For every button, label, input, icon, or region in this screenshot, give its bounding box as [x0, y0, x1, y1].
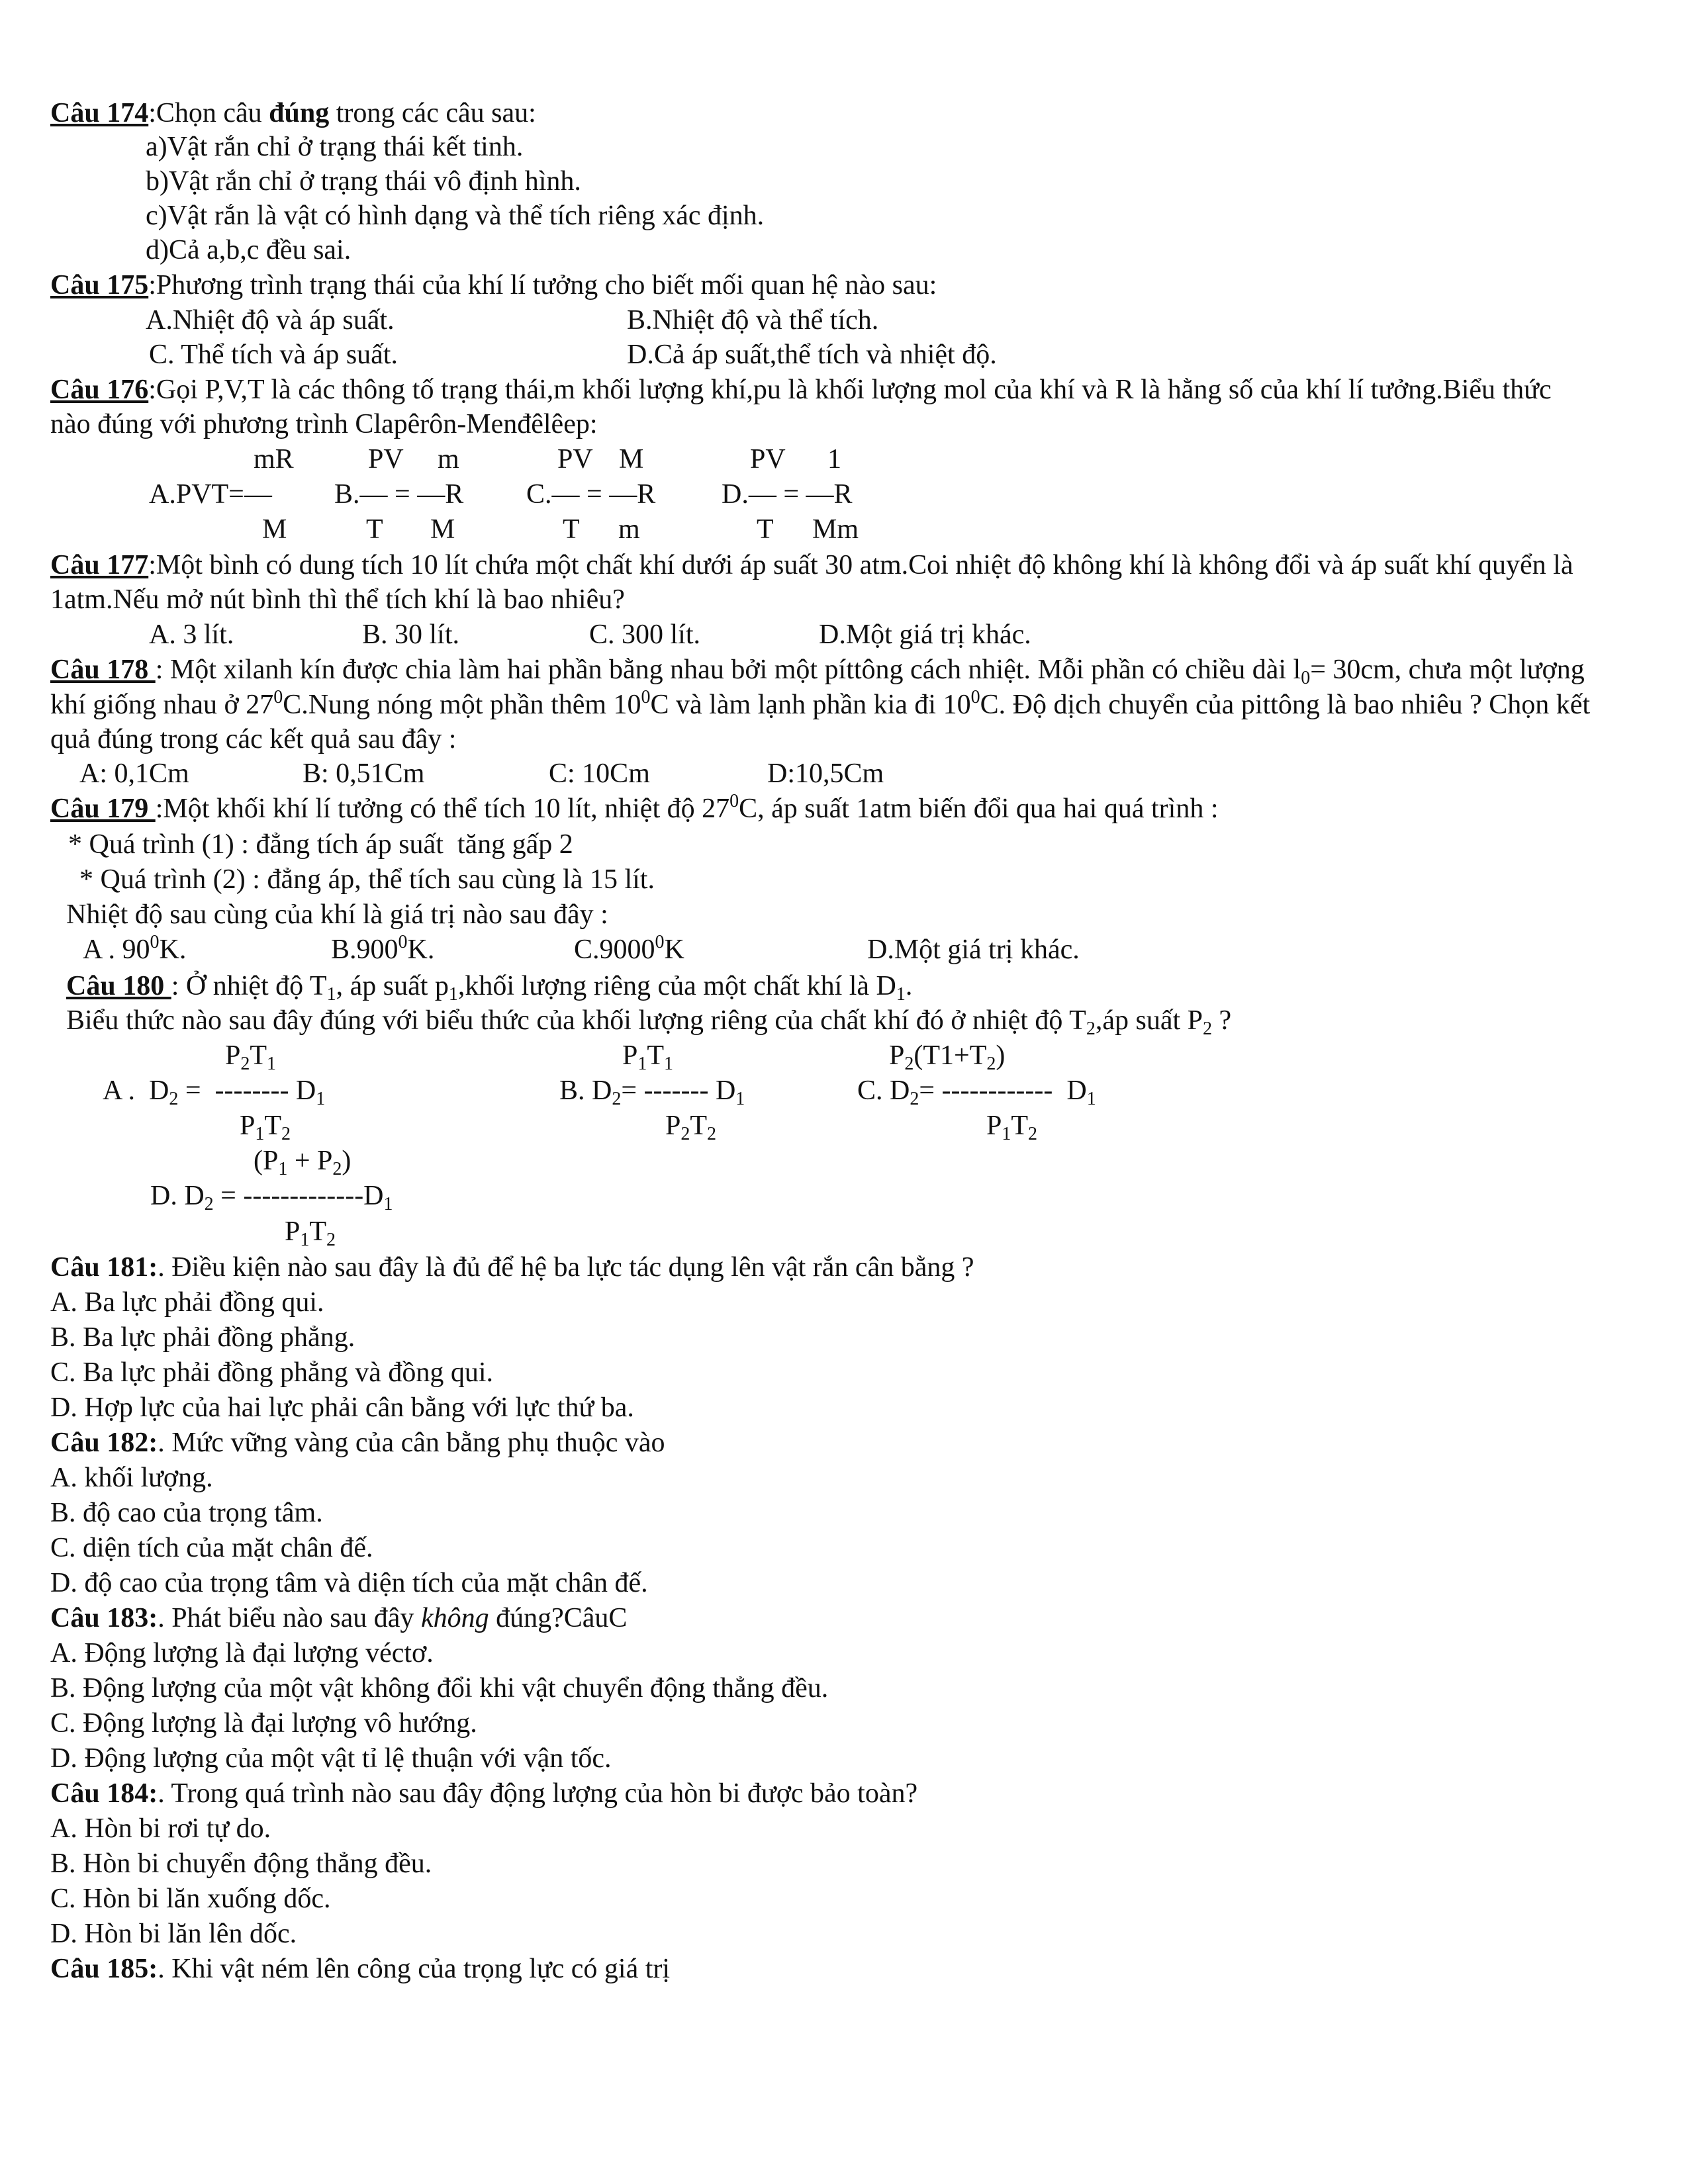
option: A. Hòn bi rơi tự do.: [50, 1813, 271, 1844]
question-178-line2: khí giống nhau ở $27^0C.Nung$ nóng một phần thêm $10^0C$ và làm lạnh phần kia đi $10^0C$. Độ dịch chuyển của pittông là bao nhiêu ? Chọn kết: [50, 687, 1591, 720]
option: A. Động lượng là đại lượng véctơ.: [50, 1638, 434, 1668]
option-b: B. 30 lít.: [362, 619, 460, 650]
option-b: B. $D_2=$ ------- $D_1$: [559, 1075, 745, 1109]
question-number: Câu 180: [66, 971, 171, 1001]
option-b: B.Nhiệt độ và thể tích.: [627, 305, 879, 336]
question-175: Câu 175:Phương trình trạng thái của khí lí tưởng cho biết mối quan hệ nào sau:: [50, 270, 937, 300]
option: C. diện tích của mặt chân đế.: [50, 1533, 373, 1563]
emphasis: không: [420, 1603, 489, 1633]
fraction-numerator: m: [438, 444, 459, 475]
question-number: Câu 184:: [50, 1778, 158, 1809]
option-d: D:10,5Cm: [767, 758, 884, 789]
option: B. Động lượng của một vật không đổi khi vật chuyển động thẳng đều.: [50, 1673, 829, 1704]
question-number: Câu 181:: [50, 1252, 158, 1283]
fraction-numerator: $P_2(T1+T_2)$: [889, 1040, 1006, 1074]
fraction-numerator: 1: [827, 444, 841, 475]
option-c: C.— = —R: [526, 479, 656, 510]
fraction-numerator: mR: [254, 444, 294, 475]
question-180-line2: Biểu thức nào sau đây đúng với biểu thức của khối lượng riêng của chất khí đó ở nhiệt độ $T_2,áp$ suất $P_2$ ?: [66, 1005, 1232, 1039]
question-182: Câu 182:. Mức vững vàng của cân bằng phụ thuộc vào: [50, 1428, 665, 1458]
option-a: A . $90^0K$.: [83, 932, 187, 965]
fraction-denominator: $P_1T_2$: [285, 1216, 336, 1250]
fraction-numerator: PV: [368, 444, 404, 475]
process-1: * Quá trình (1) : đẳng tích áp suất tăng gấp 2: [68, 829, 573, 860]
fraction-numerator: M: [619, 444, 644, 475]
fraction-denominator: m: [618, 514, 640, 545]
option: a)Vật rắn chỉ ở trạng thái kết tinh.: [146, 132, 524, 162]
question-number: Câu 174: [50, 98, 149, 128]
question-number: Câu 176: [50, 375, 149, 405]
option: C. Động lượng là đại lượng vô hướng.: [50, 1708, 477, 1739]
option: D. Động lượng của một vật tỉ lệ thuận với vận tốc.: [50, 1743, 612, 1774]
option-a: A.Nhiệt độ và áp suất.: [146, 305, 395, 336]
fraction-denominator: T: [563, 514, 580, 545]
question-183: Câu 183:. Phát biểu nào sau đây không đúng?CâuC: [50, 1603, 628, 1633]
option-c: C: 10Cm: [549, 758, 650, 789]
option: D. Hợp lực của hai lực phải cân bằng với lực thứ ba.: [50, 1392, 634, 1423]
question-176-line2: nào đúng với phương trình Clapêrôn-Menđêlêep:: [50, 409, 598, 439]
option: c)Vật rắn là vật có hình dạng và thể tích riêng xác định.: [146, 201, 765, 231]
question-number: Câu 177: [50, 550, 149, 580]
option-c: C.9000$^0$K: [574, 932, 684, 965]
option-a: A . $D_2$ = -------- $D_1$: [103, 1075, 326, 1109]
option: C. Ba lực phải đồng phẳng và đồng qui.: [50, 1357, 494, 1388]
question-number: Câu 183:: [50, 1603, 158, 1633]
process-2: * Quá trình (2) : đẳng áp, thể tích sau cùng là 15 lít.: [79, 864, 655, 895]
emphasis: đúng: [269, 98, 330, 128]
option-b: B.900$^0$K.: [331, 932, 435, 965]
option: B. Ba lực phải đồng phẳng.: [50, 1322, 355, 1353]
question-177: Câu 177:Một bình có dung tích 10 lít chứa một chất khí dưới áp suất 30 atm.Coi nhiệt độ không khí là không đổi và áp suất khí quyển là: [50, 550, 1573, 580]
fraction-denominator: $P_2T_2$: [665, 1111, 717, 1144]
option-c: C. Thể tích và áp suất.: [149, 340, 398, 370]
question-185: Câu 185:. Khi vật ném lên công của trọng lực có giá trị: [50, 1954, 671, 1984]
question-number: Câu 179: [50, 794, 156, 824]
option: D. Hòn bi lăn lên dốc.: [50, 1919, 297, 1949]
question-181: Câu 181:. Điều kiện nào sau đây là đủ để hệ ba lực tác dụng lên vật rắn cân bằng ?: [50, 1252, 974, 1283]
fraction-denominator: T: [366, 514, 383, 545]
option-c: C. $D_2=$ ------------ $D_1$: [857, 1075, 1096, 1109]
fraction-numerator: PV: [557, 444, 593, 475]
option-d: D. $D_2 = -------------D_1$: [150, 1181, 393, 1214]
option-d: D.Một giá trị khác.: [867, 934, 1080, 965]
fraction-numerator: $P_2T_1$: [225, 1040, 277, 1074]
question-number: Câu 178: [50, 655, 156, 685]
question-176: Câu 176:Gọi P,V,T là các thông tố trạng thái,m khối lượng khí,pu là khối lượng mol của khí và R là hằng số của khí lí tưởng.Biểu thức: [50, 375, 1552, 405]
question-179: Câu 179 :Một khối khí lí tưởng có thể tích 10 lít, nhiệt độ $27^0C$, áp suất 1atm biến đổi qua hai quá trình :: [50, 791, 1219, 824]
fraction-denominator: M: [262, 514, 287, 545]
question-174: Câu 174:Chọn câu đúng trong các câu sau:: [50, 98, 536, 128]
option: C. Hòn bi lăn xuống dốc.: [50, 1884, 331, 1914]
question-178-line3: quả đúng trong các kết quả sau đây :: [50, 724, 457, 754]
option-c: C. 300 lít.: [589, 619, 701, 650]
question-177-line2: 1atm.Nếu mở nút bình thì thể tích khí là bao nhiêu?: [50, 584, 625, 615]
question-number: Câu 185:: [50, 1954, 158, 1984]
option-d: D.Cả áp suất,thể tích và nhiệt độ.: [627, 340, 997, 370]
option: A. Ba lực phải đồng qui.: [50, 1287, 324, 1318]
option-d: D.Một giá trị khác.: [819, 619, 1031, 650]
option-a: A. 3 lít.: [149, 619, 234, 650]
fraction-numerator: $P_1T_1$: [622, 1040, 674, 1074]
fraction-denominator: T: [757, 514, 774, 545]
option-b: B: 0,51Cm: [303, 758, 425, 789]
option: d)Cả a,b,c đều sai.: [146, 235, 352, 265]
option-b: B.— = —R: [334, 479, 464, 510]
question-178: Câu 178 : Một xilanh kín được chia làm hai phần bằng nhau bởi một píttông cách nhiệt. Mỗi phần có chiều dài $l_0= 30cm$, chưa một lượng: [50, 655, 1585, 688]
fraction-denominator: $P_1T_2$: [986, 1111, 1038, 1144]
option: A. khối lượng.: [50, 1463, 213, 1493]
question-184: Câu 184:. Trong quá trình nào sau đây động lượng của hòn bi được bảo toàn?: [50, 1778, 918, 1809]
fraction-denominator: M: [430, 514, 455, 545]
option-d: D.— = —R: [722, 479, 853, 510]
option: D. độ cao của trọng tâm và diện tích của mặt chân đế.: [50, 1568, 648, 1598]
option: b)Vật rắn chỉ ở trạng thái vô định hình.: [146, 166, 581, 197]
option: B. độ cao của trọng tâm.: [50, 1498, 323, 1528]
option-a: A: 0,1Cm: [79, 758, 189, 789]
question-179-ask: Nhiệt độ sau cùng của khí là giá trị nào sau đây :: [66, 899, 608, 930]
fraction-denominator: Mm: [812, 514, 859, 545]
option: B. Hòn bi chuyển động thẳng đều.: [50, 1848, 432, 1879]
fraction-numerator: $(P_1 + P_2)$: [254, 1146, 352, 1179]
fraction-numerator: PV: [750, 444, 786, 475]
option-a: A.PVT=—: [149, 479, 272, 510]
question-number: Câu 175: [50, 270, 149, 300]
question-number: Câu 182:: [50, 1428, 158, 1458]
fraction-denominator: $P_1T_2$: [240, 1111, 291, 1144]
question-180: Câu 180 : Ở nhiệt độ $T_1$, áp suất $p_1,khối$ lượng riêng của một chất khí là $D_1$.: [66, 971, 913, 1005]
